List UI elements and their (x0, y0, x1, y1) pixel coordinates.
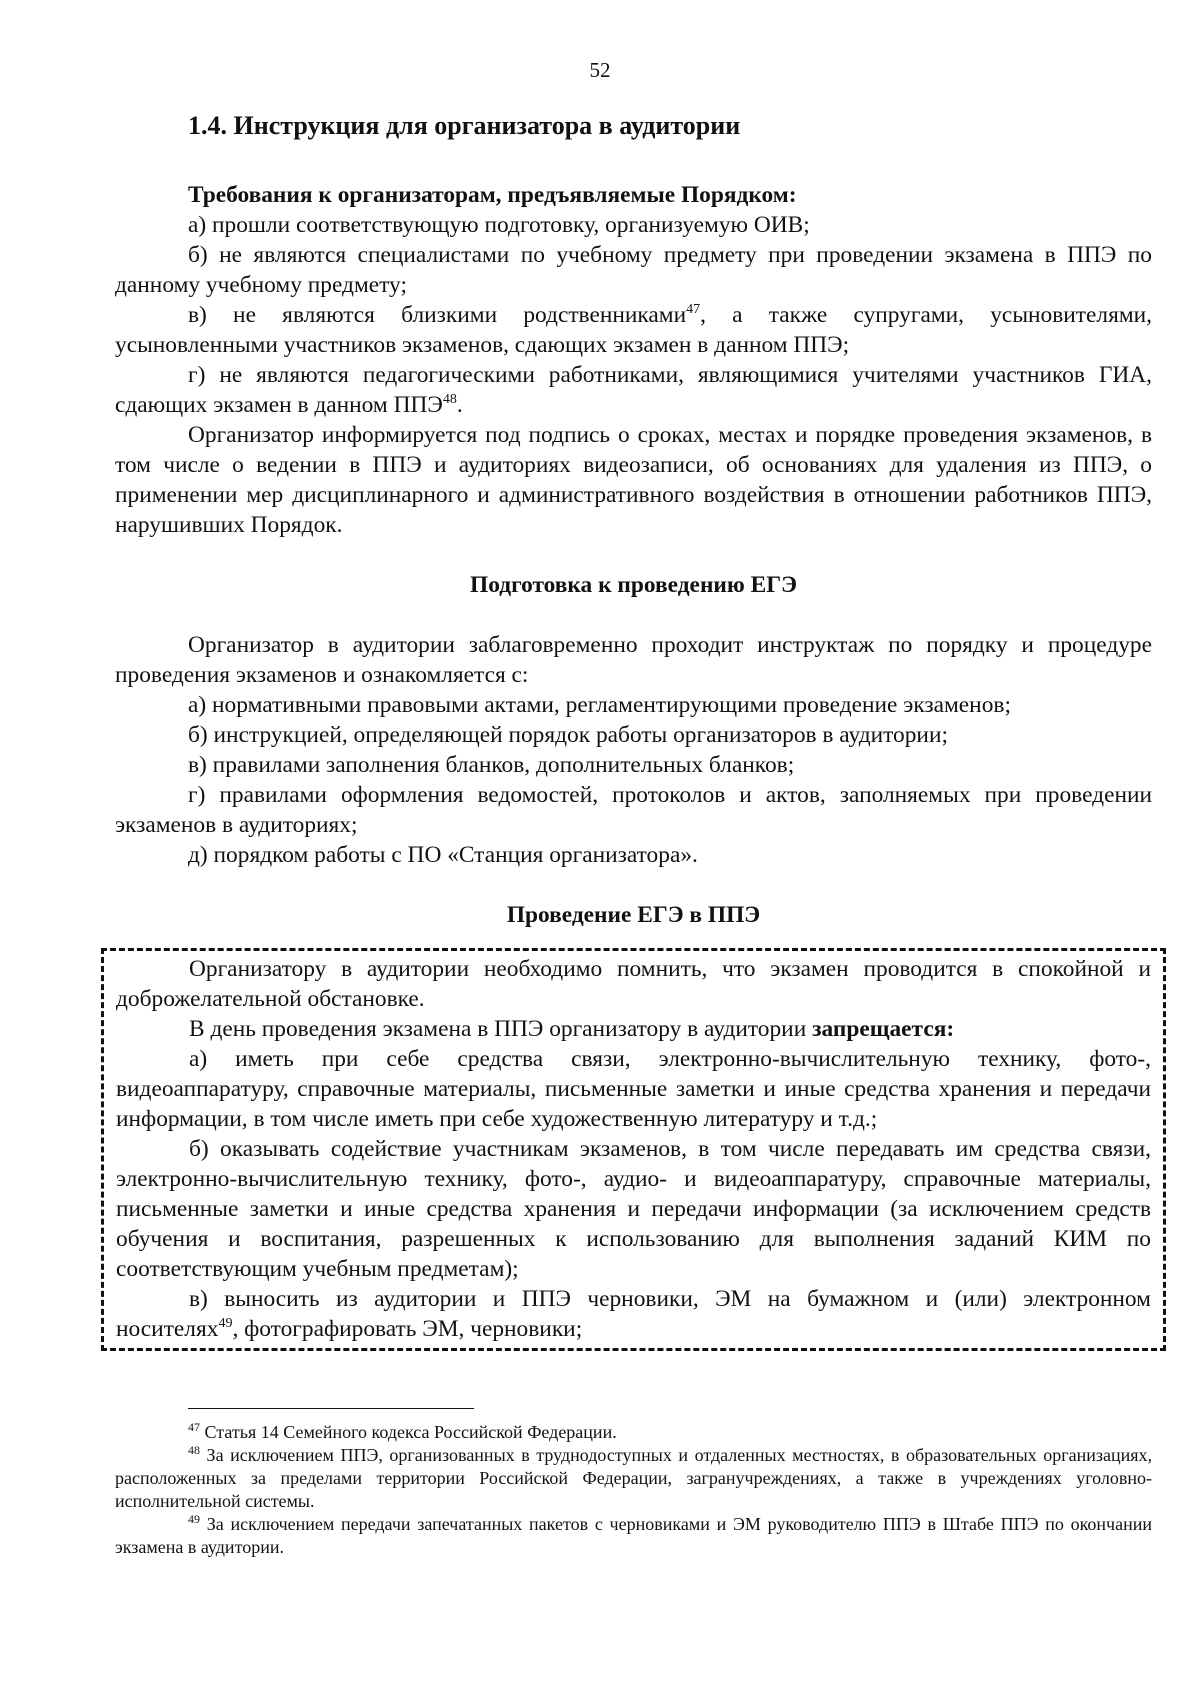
box-item-a: а) иметь при себе средства связи, электронно-вычислительную технику, фото-, видеоаппаратуру, справочные материалы, письменные заметки и иные средства хранения и передачи информации, в том числе иметь при себе художественную литературу и т.д.; (116, 1046, 1151, 1132)
requirements-heading: Требования к организаторам, предъявляемые Порядком: (188, 182, 797, 208)
preparation-intro: Организатор в аудитории заблаговременно проходит инструктаж по порядку и процедуре проведения экзаменов и ознакомляется с: (115, 632, 1152, 688)
conduct-heading: Проведение ЕГЭ в ППЭ (506, 902, 761, 928)
footnote-text-49: За исключением передачи запечатанных пакетов с черновиками и ЭМ руководителю ППЭ в Штабе ППЭ по окончании экзамена в аудитории. (115, 1514, 1152, 1557)
box-item-v (116, 1284, 1151, 1344)
footnote-ref-47[interactable]: 47 (686, 302, 701, 318)
preparation-item-g: г) правилами оформления ведомостей, протоколов и актов, заполняемых при проведении экзаменов в аудиториях; (115, 782, 1152, 838)
box-item-v-text-cont: , фотографировать ЭМ, черновики; (232, 1316, 583, 1342)
footnote-number-49: 49 (188, 1512, 200, 1526)
section-title: 1.4. Инструкция для организатора в аудитории (188, 111, 741, 140)
requirement-item-b: б) не являются специалистами по учебному предмету при проведении экзамена в ППЭ по данному учебному предмету; (115, 242, 1152, 298)
requirement-item-v (115, 300, 1152, 360)
footnote-number-48: 48 (188, 1443, 200, 1457)
box-item-v-text: в) выносить из аудитории и ППЭ черновики, ЭМ на бумажном и (или) электронном носителях (116, 1286, 1151, 1342)
preparation-item-v: в) правилами заполнения бланков, дополнительных бланков; (188, 752, 795, 778)
footnote-text-48: За исключением ППЭ, организованных в труднодоступных и отдаленных местностях, в образовательных организациях, расположенных за пределами территории Российской Федерации, загранучреждениях, а также в учреждениях уголовно-исполнительной системы. (115, 1445, 1152, 1511)
preparation-item-d: д) порядком работы с ПО «Станция организатора». (188, 842, 698, 868)
footnote-number-47: 47 (188, 1420, 200, 1434)
footnote-divider (188, 1408, 474, 1409)
preparation-item-b: б) инструкцией, определяющей порядок работы организаторов в аудитории; (188, 722, 948, 748)
footnote-48 (115, 1444, 1152, 1513)
box-prohibited-text: В день проведения экзамена в ППЭ организатору в аудитории (189, 1016, 813, 1042)
requirement-item-v-text: в) не являются близкими родственниками (188, 302, 687, 328)
box-paragraph-prohibited (116, 1014, 1151, 1044)
requirement-item-g-text: г) не являются педагогическими работниками, являющимися учителями участников ГИА, сдающих экзамен в данном ППЭ (115, 362, 1152, 418)
page-content (115, 110, 1152, 1351)
footnote-49 (115, 1513, 1152, 1559)
box-paragraph-calm: Организатору в аудитории необходимо помнить, что экзамен проводится в спокойной и доброжелательной обстановке. (116, 956, 1151, 1012)
footnotes (115, 1421, 1152, 1559)
requirement-item-v-text-cont: , а также супругами, усыновителями, усыновленными участников экзаменов, сдающих экзамен в данном ППЭ; (115, 302, 1153, 358)
prohibitions-box (101, 948, 1166, 1351)
preparation-item-a: а) нормативными правовыми актами, регламентирующими проведение экзаменов; (188, 692, 1011, 718)
preparation-heading: Подготовка к проведению ЕГЭ (470, 572, 797, 598)
box-prohibited-bold: запрещается: (812, 1016, 955, 1042)
requirement-item-a: а) прошли соответствующую подготовку, организуемую ОИВ; (188, 212, 810, 238)
box-item-b: б) оказывать содействие участникам экзаменов, в том числе передавать им средства связи, электронно-вычислительную технику, фото-, аудио- и видеоаппаратуру, справочные материалы, письменные заметки и иные средства хранения и передачи информации (за исключением средств обучения и воспитания, разрешенных к использованию для выполнения заданий КИМ по соответствующим учебным предметам); (116, 1136, 1151, 1282)
footnote-ref-49[interactable]: 49 (218, 1316, 233, 1332)
footnote-ref-48[interactable]: 48 (442, 392, 457, 408)
requirement-item-g (115, 360, 1152, 420)
footnote-47 (115, 1421, 1152, 1444)
requirement-item-g-text-cont: . (456, 392, 463, 418)
page-number: 52 (589, 58, 611, 82)
footnote-text-47: Статья 14 Семейного кодекса Российской Федерации. (200, 1422, 617, 1442)
informed-paragraph: Организатор информируется под подпись о сроках, местах и порядке проведения экзаменов, в том числе о ведении в ППЭ и аудиториях видеозаписи, об основаниях для удаления из ППЭ, о применении мер дисциплинарного и административного воздействия в отношении работников ППЭ, нарушивших Порядок. (115, 422, 1152, 538)
